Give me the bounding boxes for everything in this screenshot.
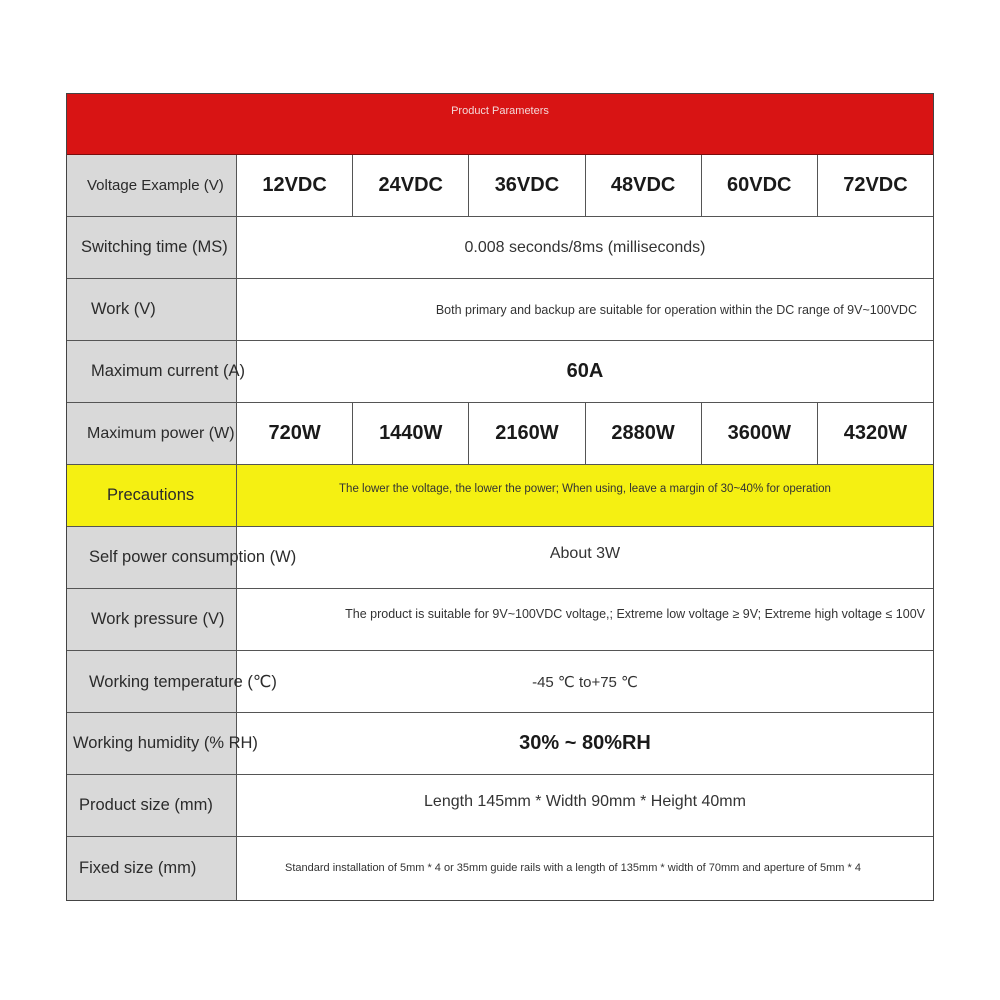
power-cell: 3600W	[702, 403, 818, 464]
row-fixed-size	[67, 837, 933, 900]
row-self-power	[67, 527, 933, 589]
voltage-cells	[237, 155, 933, 216]
row-label: Fixed size (mm)	[67, 837, 237, 900]
row-label: Switching time (MS)	[67, 217, 237, 278]
row-temperature	[67, 651, 933, 713]
row-value: Length 145mm * Width 90mm * Height 40mm	[424, 793, 746, 810]
row-label: Working temperature (℃)	[67, 651, 237, 712]
power-cell: 720W	[237, 403, 353, 464]
row-max-current	[67, 341, 933, 403]
row-value: 60A	[566, 360, 604, 382]
voltage-cell: 24VDC	[353, 155, 469, 216]
row-value: 0.008 seconds/8ms (milliseconds)	[464, 238, 706, 256]
power-cells	[237, 403, 933, 464]
voltage-cell: 36VDC	[469, 155, 585, 216]
row-value: Standard installation of 5mm * 4 or 35mm guide rails with a length of 135mm * width of 70mm and aperture of 5mm * 4	[285, 862, 861, 875]
row-label: Work (V)	[67, 279, 237, 340]
row-value: Both primary and backup are suitable for operation within the DC range of 9V~100VDC	[435, 302, 917, 317]
row-label: Maximum current (A)	[67, 341, 237, 402]
row-label: Maximum power (W)	[67, 403, 237, 464]
row-value: About 3W	[549, 545, 621, 562]
row-label: Work pressure (V)	[67, 589, 237, 650]
row-precautions	[67, 465, 933, 527]
row-work-pressure	[67, 589, 933, 651]
row-label: Precautions	[67, 465, 237, 526]
row-humidity	[67, 713, 933, 775]
row-product-size	[67, 775, 933, 837]
voltage-cell: 12VDC	[237, 155, 353, 216]
table-title: Product Parameters	[67, 94, 933, 155]
row-label: Working humidity (% RH)	[67, 713, 237, 774]
row-voltage	[67, 155, 933, 217]
power-cell: 1440W	[353, 403, 469, 464]
parameters-table	[66, 93, 934, 901]
row-value: -45 ℃ to+75 ℃	[532, 673, 638, 691]
row-label: Self power consumption (W)	[67, 527, 237, 588]
row-label: Product size (mm)	[67, 775, 237, 836]
voltage-cell: 60VDC	[702, 155, 818, 216]
row-value: 30% ~ 80%RH	[519, 732, 651, 754]
row-work	[67, 279, 933, 341]
power-cell: 4320W	[843, 422, 908, 444]
row-label: Voltage Example (V)	[67, 155, 237, 216]
row-switching-time	[67, 217, 933, 279]
voltage-cell: 48VDC	[586, 155, 702, 216]
row-value: The product is suitable for 9V~100VDC voltage,; Extreme low voltage ≥ 9V; Extreme high voltage ≤ 100V	[345, 607, 925, 621]
power-cell: 2160W	[469, 403, 585, 464]
voltage-cell: 72VDC	[843, 174, 908, 196]
power-cell: 2880W	[586, 403, 702, 464]
row-max-power	[67, 403, 933, 465]
row-value: The lower the voltage, the lower the power; When using, leave a margin of 30~40% for operation	[339, 483, 831, 495]
